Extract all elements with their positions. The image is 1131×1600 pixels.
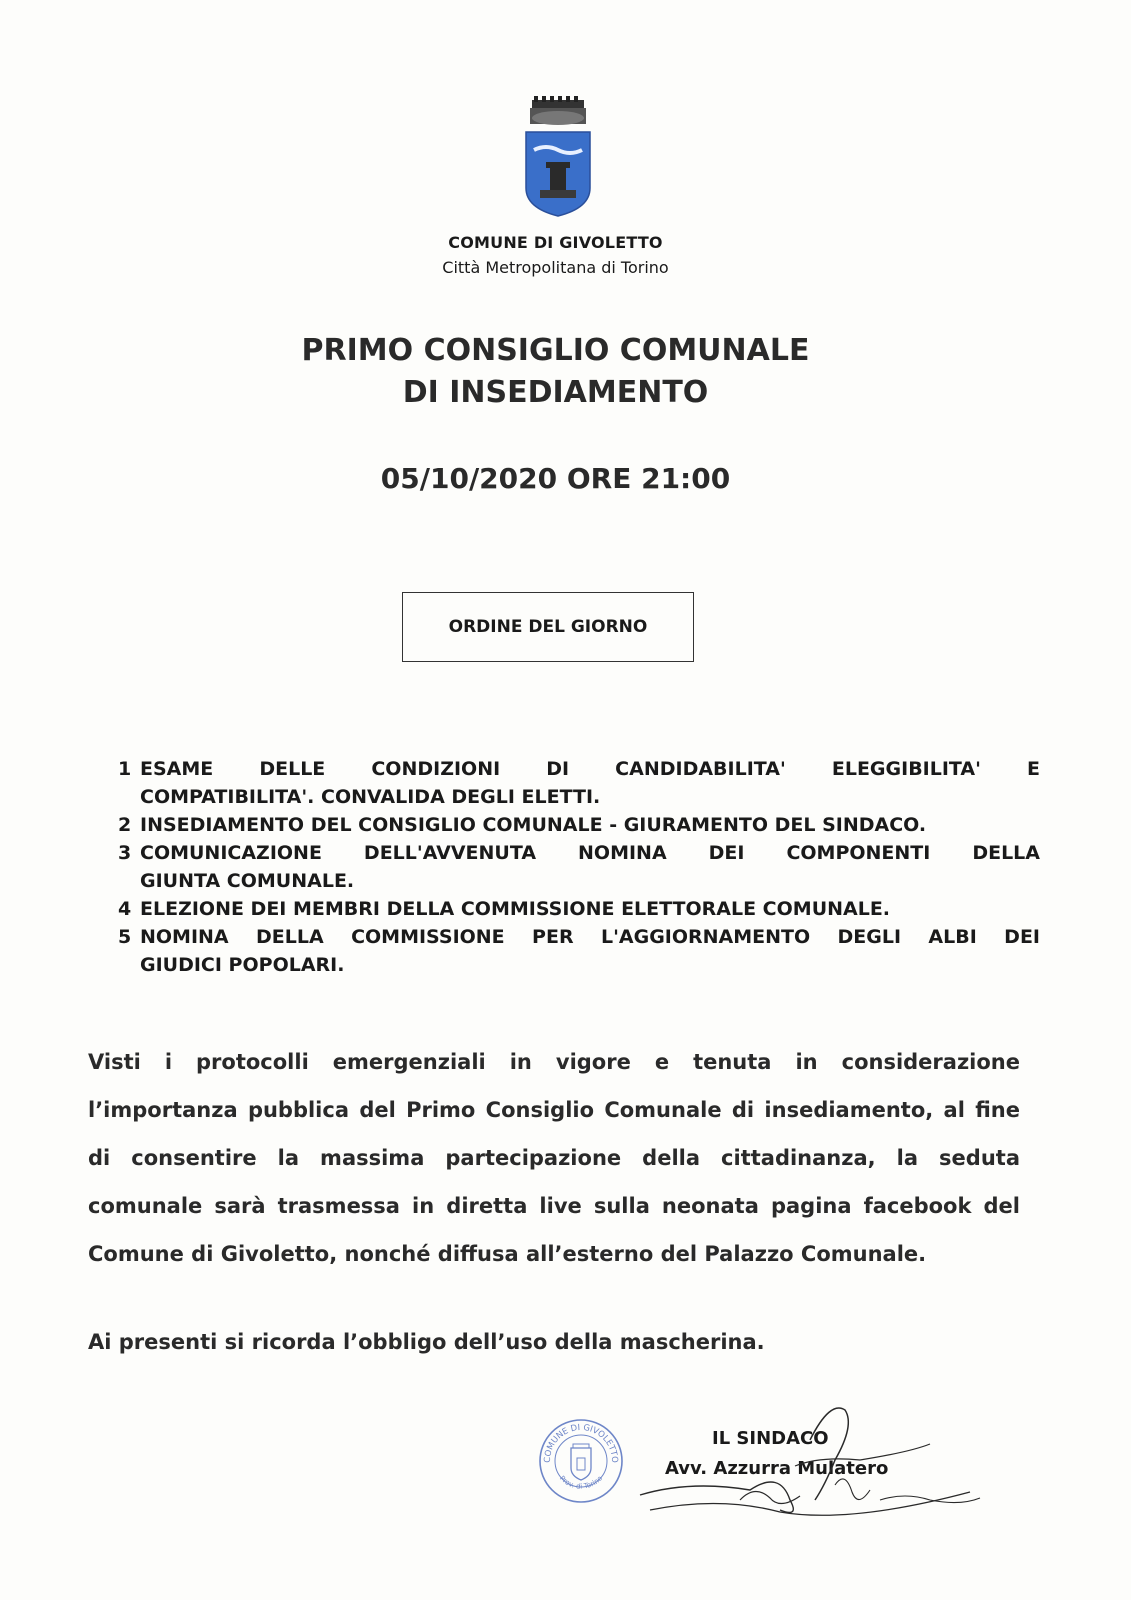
agenda-list <box>118 755 1040 979</box>
notice-paragraph: Visti i protocolli emergenziali in vigore e tenuta in considerazione l’importanza pubblica del Primo Consiglio Comunale di insediamento, al fine di consentire la massima partecipazione della cittadinanza, la seduta comunale sarà trasmessa in diretta live sulla neonata pagina facebook del Comune di Givoletto, nonché diffusa all’esterno del Palazzo Comunale. <box>88 1050 1020 1266</box>
coat-of-arms-icon <box>522 96 594 218</box>
agenda-item-line: 5 NOMINA DELLA COMMISSIONE PER L'AGGIORNAMENTO DEGLI ALBI DEI <box>118 926 1040 948</box>
agenda-item-line: 2 INSEDIAMENTO DEL CONSIGLIO COMUNALE - GIURAMENTO DEL SINDACO. <box>118 814 927 836</box>
agenda-item <box>118 923 1040 979</box>
stamp-text-top: COMUNE DI GIVOLETTO <box>542 1422 620 1464</box>
agenda-item <box>118 755 1040 811</box>
page-title <box>0 330 1111 414</box>
agenda-item <box>118 811 1040 839</box>
title-line-2: DI INSEDIAMENTO <box>402 375 709 410</box>
agenda-heading-box <box>402 592 694 662</box>
signatory-role: IL SINDACO <box>712 1428 829 1449</box>
stamp-text-bottom: Prov. di Torino <box>557 1474 605 1491</box>
municipality-name: COMUNE DI GIVOLETTO <box>448 233 663 252</box>
mask-reminder: Ai presenti si ricorda l’obbligo dell’uso della mascherina. <box>88 1330 765 1354</box>
agenda-heading: ORDINE DEL GIORNO <box>448 617 648 637</box>
meeting-datetime: 05/10/2020 ORE 21:00 <box>380 462 731 495</box>
agenda-item-line: 4 ELEZIONE DEI MEMBRI DELLA COMMISSIONE ELETTORALE COMUNALE. <box>118 898 891 920</box>
agenda-item <box>118 839 1040 895</box>
official-stamp-icon <box>538 1418 624 1504</box>
agenda-item-line: 3 COMUNICAZIONE DELL'AVVENUTA NOMINA DEI COMPONENTI DELLA <box>118 842 1040 864</box>
province-name: Città Metropolitana di Torino <box>442 258 669 277</box>
title-line-1: PRIMO CONSIGLIO COMUNALE <box>301 333 810 368</box>
agenda-item <box>118 895 1040 923</box>
agenda-item-line: 1 ESAME DELLE CONDIZIONI DI CANDIDABILITA' ELEGGIBILITA' E <box>118 758 1040 780</box>
agenda-item-continuation: GIUDICI POPOLARI. <box>140 954 345 976</box>
agenda-item-continuation: COMPATIBILITA'. CONVALIDA DEGLI ELETTI. <box>140 786 601 808</box>
svg-text:Prov. di Torino <box>558 1474 604 1490</box>
agenda-item-continuation: GIUNTA COMUNALE. <box>140 870 355 892</box>
signatory-name: Avv. Azzurra Mulatero <box>665 1458 889 1479</box>
